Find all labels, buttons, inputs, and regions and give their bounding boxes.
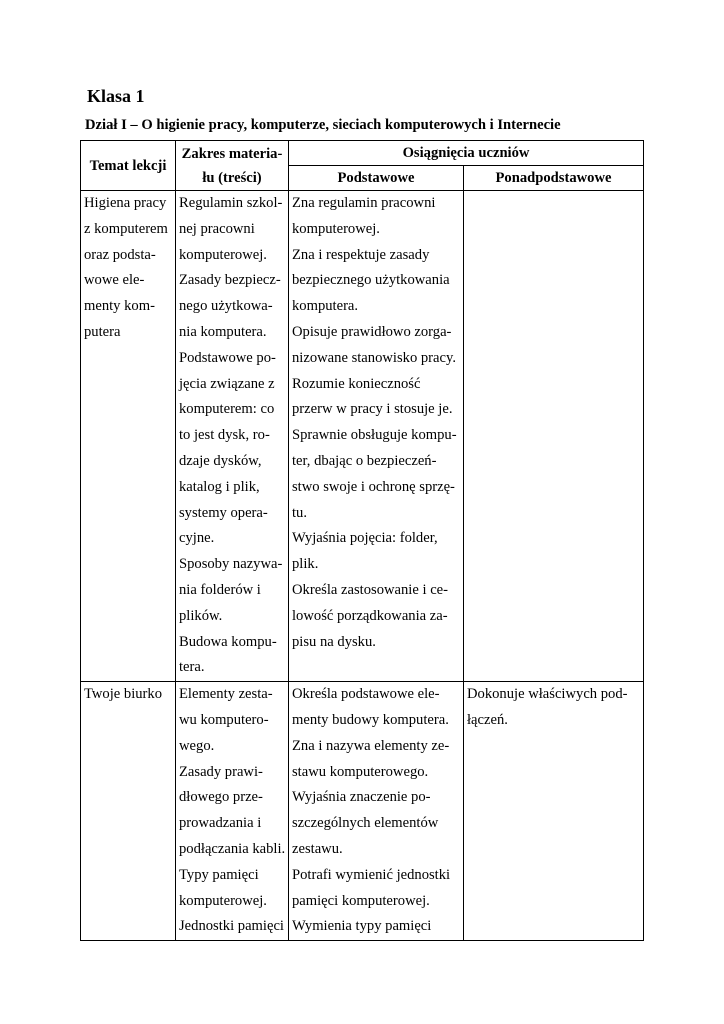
cell-line: stawu komputerowego. (292, 763, 429, 780)
cell-line: komputerowej. (292, 220, 380, 237)
cell-line: Opisuje prawidłowo zorga- (292, 323, 452, 340)
cell-topic (81, 682, 176, 941)
cell-line: systemy opera- (179, 504, 268, 521)
table-row (81, 191, 644, 682)
cell-line: stwo swoje i ochronę sprzę- (292, 478, 455, 495)
cell-line: Higiena pracy (84, 195, 167, 211)
cell-line: bezpiecznego użytkowania (292, 272, 450, 289)
cell-line: szczególnych elementów (292, 815, 439, 832)
cell-line: Twoje biurko (84, 686, 163, 703)
cell-line: przerw w pracy i stosuje je. (292, 401, 453, 418)
cell-line: nia folderów i (179, 581, 261, 598)
table-header-row (81, 141, 644, 166)
cell-line: wu komputero- (179, 711, 269, 728)
class-heading: Klasa 1 (87, 86, 145, 106)
cell-line: menty budowy komputera. (292, 711, 449, 728)
cell-line: Potrafi wymienić jednostki (292, 866, 451, 883)
curriculum-table (80, 140, 644, 941)
cell-line: komputerowej. (179, 246, 267, 263)
cell-line: komputerowej. (179, 892, 267, 909)
cell-line: lowość porządkowania za- (292, 607, 448, 624)
header-topic: Temat lekcji (81, 141, 176, 191)
cell-basic (289, 682, 464, 941)
cell-line: tu. (292, 504, 307, 521)
cell-line: Budowa kompu- (179, 633, 277, 650)
cell-line: Regulamin szkol- (179, 195, 283, 211)
cell-line: prowadzania i (179, 815, 262, 832)
cell-line: Wyjaśnia znaczenie po- (292, 789, 431, 806)
cell-line: komputera. (292, 298, 359, 315)
cell-line: nia komputera. (179, 323, 267, 340)
cell-line: Zna i nazywa elementy ze- (292, 737, 450, 754)
cell-line: oraz podsta- (84, 246, 156, 263)
cell-line: Wyjaśnia pojęcia: folder, (292, 530, 438, 547)
cell-line: Określa zastosowanie i ce- (292, 581, 449, 598)
cell-line: ter, dbając o bezpieczeń- (292, 452, 437, 469)
cell-line: menty kom- (84, 298, 155, 315)
cell-line: Elementy zesta- (179, 686, 273, 703)
cell-line: Jednostki pamięci (179, 918, 284, 935)
cell-line: Zna i respektuje zasady (292, 246, 430, 263)
cell-line: Sposoby nazywa- (179, 556, 283, 573)
cell-scope (176, 682, 289, 941)
cell-line: jęcia związane z (179, 375, 275, 392)
cell-line: plików. (179, 607, 223, 624)
cell-advanced (464, 682, 644, 941)
cell-line: Zna regulamin pracowni (292, 195, 436, 211)
header-achievements: Osiągnięcia uczniów (289, 141, 644, 166)
cell-line: łączeń. (467, 711, 508, 728)
cell-advanced (464, 191, 644, 682)
cell-line: zestawu. (292, 840, 343, 857)
header-basic: Podstawowe (289, 166, 464, 191)
cell-line: Sprawnie obsługuje kompu- (292, 427, 457, 444)
cell-line: katalog i plik, (179, 478, 260, 495)
cell-line: pisu na dysku. (292, 633, 376, 650)
cell-line: komputerem: co (179, 401, 275, 418)
table-row (81, 682, 644, 941)
cell-line: dzaje dysków, (179, 452, 262, 469)
cell-line: Zasady bezpiecz- (179, 272, 281, 289)
cell-line: Zasady prawi- (179, 763, 263, 780)
cell-line: Podstawowe po- (179, 349, 276, 366)
cell-line: plik. (292, 556, 319, 573)
cell-line: nej pracowni (179, 220, 255, 237)
cell-line: podłączania kabli. (179, 840, 286, 857)
cell-line: wowe ele- (84, 272, 145, 289)
section-heading: Dział I – O higienie pracy, komputerze, sieciach komputerowych i Internecie (85, 117, 561, 133)
cell-line: z komputerem (84, 220, 168, 237)
cell-line: dłowego prze- (179, 789, 263, 806)
cell-basic (289, 191, 464, 682)
header-scope-line: łu (treści) (202, 169, 262, 186)
cell-line: pamięci komputerowej. (292, 892, 430, 909)
cell-line: nego użytkowa- (179, 298, 273, 315)
cell-line: nizowane stanowisko pracy. (292, 349, 456, 366)
cell-line: wego. (179, 737, 215, 754)
cell-topic (81, 191, 176, 682)
cell-line: Wymienia typy pamięci (292, 918, 432, 935)
cell-line: Określa podstawowe ele- (292, 686, 440, 703)
header-advanced: Ponadpodstawowe (464, 166, 644, 191)
cell-line: Rozumie konieczność (292, 375, 421, 392)
cell-line: Dokonuje właściwych pod- (467, 686, 628, 703)
cell-line: Typy pamięci (179, 866, 259, 883)
cell-line: cyjne. (179, 530, 215, 547)
cell-line: to jest dysk, ro- (179, 427, 270, 444)
header-scope (176, 141, 289, 191)
cell-line: tera. (179, 659, 205, 676)
cell-line: putera (84, 323, 121, 340)
cell-scope (176, 191, 289, 682)
header-scope-line: Zakres materia- (181, 145, 283, 162)
